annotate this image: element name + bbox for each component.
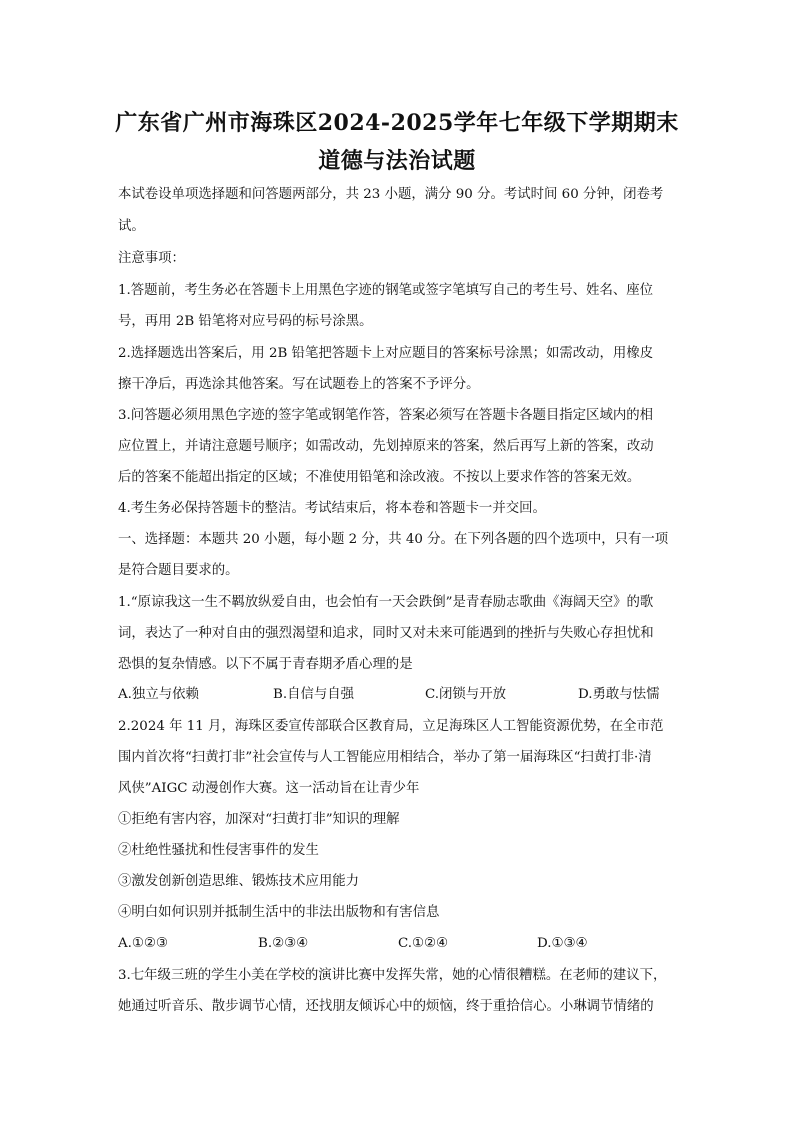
notes-heading: 注意事项： (118, 251, 185, 266)
note-2: 2.选择题选出答案后，用 2B 铅笔把答题卡上对应题目的答案标号涂黑；如需改动，用橡皮 (118, 346, 654, 361)
statement-3: ③激发创新创造思维、锻炼技术应用能力 (118, 874, 360, 889)
option-d: D.勇敢与怯懦 (578, 687, 660, 702)
note-1: 1.答题前，考生务必在答题卡上用黑色字迹的钢笔或签字笔填写自己的考生号、姓名、座位 (118, 283, 654, 298)
note-3: 应位置上，并请注意题号顺序；如需改动，先划掉原来的答案，然后再写上新的答案，改动 (118, 439, 654, 454)
section-heading: 一、选择题：本题共 20 小题，每小题 2 分，共 40 分。在下列各题的四个选项中，只有一项 (118, 532, 669, 547)
question-1-stem: 1.“原谅我这一生不羁放纵爱自由，也会怕有一天会跌倒”是青春励志歌曲《海阔天空》的歌 (118, 595, 654, 610)
option-d: D.①③④ (537, 936, 588, 951)
statement-1: ①拒绝有害内容，加深对“扫黄打非”知识的理解 (118, 812, 400, 827)
note-3: 后的答案不能超出指定的区域；不准使用铅笔和涂改液。不按以上要求作答的答案无效。 (118, 470, 641, 485)
note-3: 3.问答题必须用黑色字迹的签字笔或钢笔作答，答案必须写在答题卡各题目指定区域内的相 (118, 408, 654, 423)
question-1-options (118, 686, 678, 704)
question-2-options (118, 935, 678, 953)
intro-line: 本试卷设单项选择题和问答题两部分，共 23 小题，满分 90 分。考试时间 60 分钟，闭卷考 (118, 187, 664, 202)
option-b: B.自信与自强 (273, 687, 355, 702)
statement-2: ②杜绝性骚扰和性侵害事件的发生 (118, 843, 319, 858)
question-2-stem: 风侠”AIGC 动漫创作大赛。这一活动旨在让青少年 (118, 781, 420, 796)
question-3-stem: 3.七年级三班的学生小美在学校的演讲比赛中发挥失常，她的心情很糟糕。在老师的建议下， (118, 968, 667, 983)
question-2-stem: 2.2024 年 11 月，海珠区委宣传部联合区教育局，立足海珠区人工智能资源优势，在全市范 (118, 719, 664, 734)
exam-title: 广东省广州市海珠区2024-2025学年七年级下学期期末 (115, 110, 679, 136)
option-a: A.独立与依赖 (118, 687, 199, 702)
exam-subtitle: 道德与法治试题 (318, 148, 476, 174)
question-3-stem: 她通过听音乐、散步调节心情，还找朋友倾诉心中的烦恼，终于重拾信心。小琳调节情绪的 (118, 999, 654, 1014)
note-1: 号，再用 2B 铅笔将对应号码的标号涂黑。 (118, 314, 373, 329)
option-a: A.①②③ (118, 936, 168, 951)
note-4: 4.考生务必保持答题卡的整洁。考试结束后，将本卷和答题卡一并交回。 (118, 501, 546, 516)
question-1-stem: 恐惧的复杂情感。以下不属于青春期矛盾心理的是 (118, 657, 413, 672)
option-c: C.闭锁与开放 (425, 687, 506, 702)
option-c: C.①②④ (398, 936, 449, 951)
question-1-stem: 词，表达了一种对自由的强烈渴望和追求，同时又对未来可能遇到的挫折与失败心存担忧和 (118, 626, 654, 641)
option-b: B.②③④ (258, 936, 309, 951)
section-heading: 是符合题目要求的。 (118, 563, 239, 578)
note-2: 擦干净后，再选涂其他答案。写在试题卷上的答案不予评分。 (118, 377, 480, 392)
intro-line: 试。 (118, 219, 145, 234)
statement-4: ④明白如何识别并抵制生活中的非法出版物和有害信息 (118, 905, 440, 920)
question-2-stem: 围内首次将“扫黄打非”社会宣传与人工智能应用相结合，举办了第一届海珠区“扫黄打非·清 (118, 750, 652, 765)
